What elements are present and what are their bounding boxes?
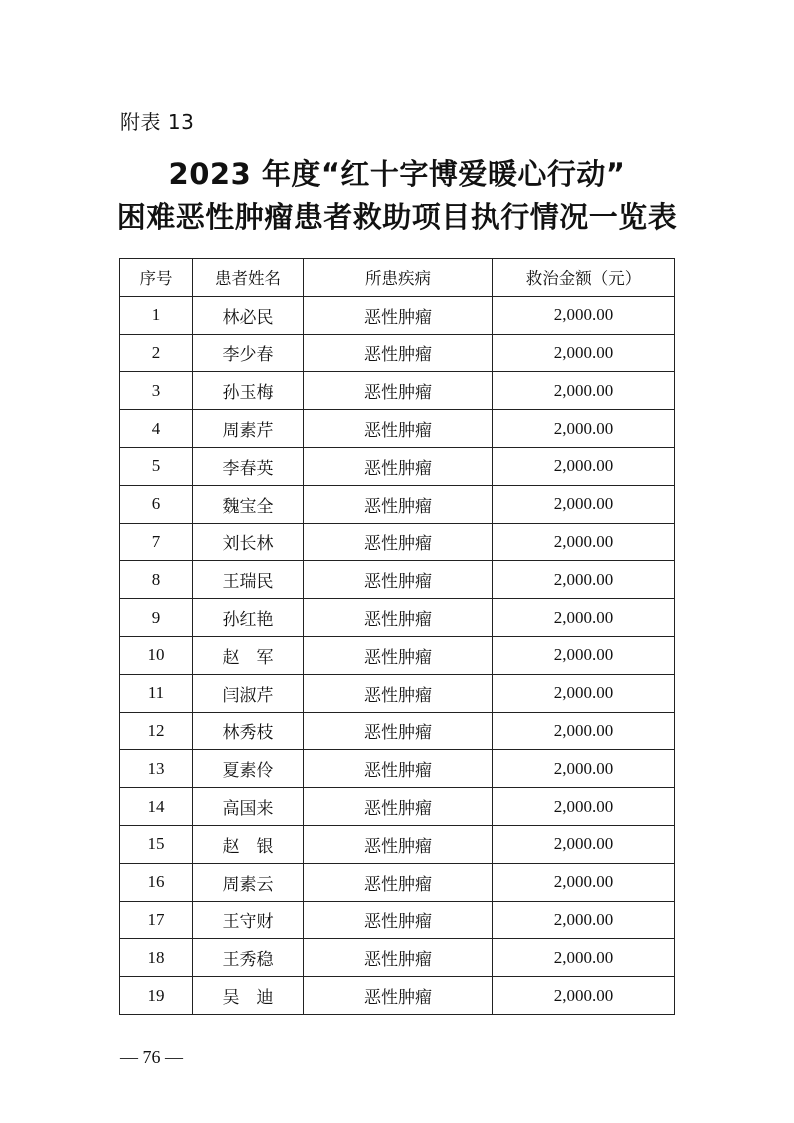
header-serial-number: 序号 bbox=[120, 259, 193, 297]
cell-patient-name: 刘长林 bbox=[193, 523, 304, 561]
cell-amount: 2,000.00 bbox=[493, 334, 675, 372]
table-header bbox=[120, 259, 675, 297]
assistance-table bbox=[119, 258, 675, 1015]
header-row bbox=[120, 259, 675, 297]
cell-amount: 2,000.00 bbox=[493, 788, 675, 826]
page-number: — 76 — bbox=[120, 1047, 183, 1067]
table-row bbox=[120, 901, 675, 939]
cell-patient-name: 赵 军 bbox=[193, 636, 304, 674]
cell-serial-number: 6 bbox=[120, 485, 193, 523]
cell-disease: 恶性肿瘤 bbox=[304, 296, 493, 334]
table-row bbox=[120, 410, 675, 448]
cell-disease: 恶性肿瘤 bbox=[304, 901, 493, 939]
cell-amount: 2,000.00 bbox=[493, 674, 675, 712]
table-row bbox=[120, 485, 675, 523]
cell-amount: 2,000.00 bbox=[493, 372, 675, 410]
cell-serial-number: 15 bbox=[120, 825, 193, 863]
cell-serial-number: 12 bbox=[120, 712, 193, 750]
cell-amount: 2,000.00 bbox=[493, 863, 675, 901]
document-title-line1: 2023 年度“红十字博爱暖心行动” bbox=[168, 157, 626, 191]
cell-disease: 恶性肿瘤 bbox=[304, 485, 493, 523]
cell-patient-name: 闫淑芹 bbox=[193, 674, 304, 712]
cell-serial-number: 19 bbox=[120, 977, 193, 1015]
annex-label: 附表 13 bbox=[120, 110, 195, 134]
cell-disease: 恶性肿瘤 bbox=[304, 712, 493, 750]
cell-serial-number: 2 bbox=[120, 334, 193, 372]
cell-disease: 恶性肿瘤 bbox=[304, 372, 493, 410]
cell-patient-name: 周素芹 bbox=[193, 410, 304, 448]
cell-amount: 2,000.00 bbox=[493, 296, 675, 334]
table-row bbox=[120, 447, 675, 485]
cell-disease: 恶性肿瘤 bbox=[304, 825, 493, 863]
cell-amount: 2,000.00 bbox=[493, 561, 675, 599]
cell-amount: 2,000.00 bbox=[493, 901, 675, 939]
cell-patient-name: 孙玉梅 bbox=[193, 372, 304, 410]
cell-patient-name: 夏素伶 bbox=[193, 750, 304, 788]
cell-serial-number: 10 bbox=[120, 636, 193, 674]
cell-disease: 恶性肿瘤 bbox=[304, 561, 493, 599]
cell-patient-name: 林秀枝 bbox=[193, 712, 304, 750]
header-disease: 所患疾病 bbox=[304, 259, 493, 297]
cell-amount: 2,000.00 bbox=[493, 825, 675, 863]
cell-patient-name: 王秀稳 bbox=[193, 939, 304, 977]
cell-amount: 2,000.00 bbox=[493, 410, 675, 448]
cell-patient-name: 高国来 bbox=[193, 788, 304, 826]
cell-patient-name: 赵 银 bbox=[193, 825, 304, 863]
cell-serial-number: 16 bbox=[120, 863, 193, 901]
cell-patient-name: 林必民 bbox=[193, 296, 304, 334]
table-body bbox=[120, 296, 675, 1014]
cell-patient-name: 王瑞民 bbox=[193, 561, 304, 599]
cell-serial-number: 5 bbox=[120, 447, 193, 485]
cell-disease: 恶性肿瘤 bbox=[304, 599, 493, 637]
cell-disease: 恶性肿瘤 bbox=[304, 636, 493, 674]
header-patient-name: 患者姓名 bbox=[193, 259, 304, 297]
cell-patient-name: 周素云 bbox=[193, 863, 304, 901]
table-row bbox=[120, 788, 675, 826]
cell-serial-number: 13 bbox=[120, 750, 193, 788]
cell-patient-name: 李春英 bbox=[193, 447, 304, 485]
cell-patient-name: 王守财 bbox=[193, 901, 304, 939]
table-row bbox=[120, 599, 675, 637]
cell-serial-number: 8 bbox=[120, 561, 193, 599]
cell-patient-name: 魏宝全 bbox=[193, 485, 304, 523]
cell-disease: 恶性肿瘤 bbox=[304, 863, 493, 901]
cell-serial-number: 14 bbox=[120, 788, 193, 826]
cell-amount: 2,000.00 bbox=[493, 636, 675, 674]
cell-disease: 恶性肿瘤 bbox=[304, 750, 493, 788]
cell-disease: 恶性肿瘤 bbox=[304, 977, 493, 1015]
document-title-line2: 困难恶性肿瘤患者救助项目执行情况一览表 bbox=[116, 200, 678, 234]
cell-amount: 2,000.00 bbox=[493, 712, 675, 750]
cell-amount: 2,000.00 bbox=[493, 447, 675, 485]
cell-serial-number: 9 bbox=[120, 599, 193, 637]
table-row bbox=[120, 825, 675, 863]
table-row bbox=[120, 636, 675, 674]
cell-disease: 恶性肿瘤 bbox=[304, 788, 493, 826]
cell-patient-name: 吴 迪 bbox=[193, 977, 304, 1015]
cell-disease: 恶性肿瘤 bbox=[304, 334, 493, 372]
table-row bbox=[120, 977, 675, 1015]
cell-serial-number: 18 bbox=[120, 939, 193, 977]
table-row bbox=[120, 372, 675, 410]
table-row bbox=[120, 296, 675, 334]
cell-serial-number: 1 bbox=[120, 296, 193, 334]
table-row bbox=[120, 334, 675, 372]
table-row bbox=[120, 750, 675, 788]
table-row bbox=[120, 939, 675, 977]
table-row bbox=[120, 712, 675, 750]
cell-disease: 恶性肿瘤 bbox=[304, 523, 493, 561]
cell-disease: 恶性肿瘤 bbox=[304, 447, 493, 485]
cell-amount: 2,000.00 bbox=[493, 750, 675, 788]
cell-patient-name: 李少春 bbox=[193, 334, 304, 372]
cell-amount: 2,000.00 bbox=[493, 523, 675, 561]
table-row bbox=[120, 674, 675, 712]
cell-disease: 恶性肿瘤 bbox=[304, 410, 493, 448]
header-amount: 救治金额（元） bbox=[493, 259, 675, 297]
cell-serial-number: 3 bbox=[120, 372, 193, 410]
cell-amount: 2,000.00 bbox=[493, 939, 675, 977]
cell-serial-number: 11 bbox=[120, 674, 193, 712]
cell-amount: 2,000.00 bbox=[493, 977, 675, 1015]
table-row bbox=[120, 561, 675, 599]
cell-serial-number: 7 bbox=[120, 523, 193, 561]
cell-disease: 恶性肿瘤 bbox=[304, 939, 493, 977]
cell-amount: 2,000.00 bbox=[493, 599, 675, 637]
cell-patient-name: 孙红艳 bbox=[193, 599, 304, 637]
cell-disease: 恶性肿瘤 bbox=[304, 674, 493, 712]
table-row bbox=[120, 523, 675, 561]
table-row bbox=[120, 863, 675, 901]
cell-serial-number: 4 bbox=[120, 410, 193, 448]
cell-amount: 2,000.00 bbox=[493, 485, 675, 523]
cell-serial-number: 17 bbox=[120, 901, 193, 939]
